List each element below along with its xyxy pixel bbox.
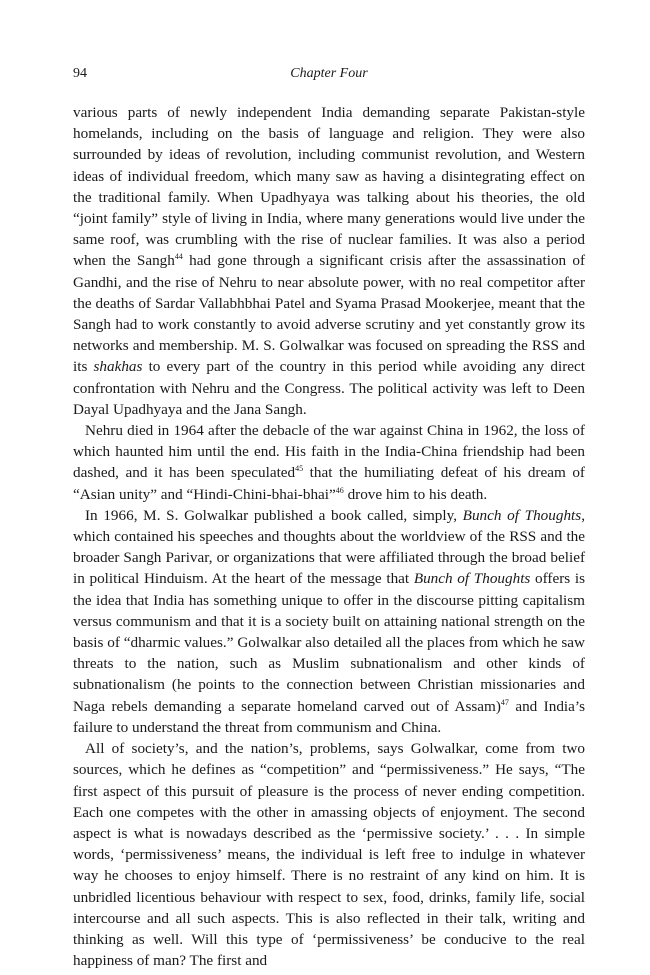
paragraph xyxy=(73,420,585,505)
text-run: and India’s failure to understand the threat from communism and China. xyxy=(73,697,585,736)
book-page xyxy=(73,66,585,971)
text-run: , which contained his speeches and thoughts about the worldview of the RSS and the broader Sangh Parivar, or organizations that were affiliated through the broad belief in political Hinduism. At the heart of the message that xyxy=(73,506,585,588)
body-text xyxy=(73,102,585,971)
footnote-ref: 45 xyxy=(295,464,304,474)
paragraph xyxy=(73,102,585,420)
text-run: had gone through a significant crisis after the assassination of Gandhi, and the rise of Nehru to near absolute power, with no real competitor after the deaths of Sardar Vallabhbhai Patel and Syama Prasad Mookerjee, meant that the Sangh had to work constantly to avoid adverse scrutiny and yet constantly grow its networks and membership. M. S. Golwalkar was focused on spreading the RSS and its xyxy=(73,252,586,376)
text-run: In 1966, M. S. Golwalkar published a book called, simply, xyxy=(85,506,463,524)
text-run: Nehru died in 1964 after the debacle of the war against China in 1962, the loss of which haunted him until the end. His faith in the India-China friendship had been dashed, and it has been speculated xyxy=(73,422,585,482)
footnote-ref: 46 xyxy=(335,485,344,495)
text-run: All of society’s, and the nation’s, problems, says Golwalkar, come from two sources, which he defines as “competition” and “permissiveness.” He says, “The first aspect of this pursuit of pleasure is the process of never ending competition. Each one competes with the other in amassing objects of enjoyment. The second aspect is what is nowadays described as the ‘permissive society.’ . . . In simple words, ‘permissiveness’ means, the individual is left free to indulge in whatever way he chooses to enjoy himself. There is no restraint of any kind on him. It is unbridled licentious behaviour with respect to sex, food, drinks, family life, social intercourse and all such aspects. This is also reflected in their talk, writing and thinking as well. Will this type of ‘permissiveness’ be conducive to the real happiness of man? The first and xyxy=(73,740,585,970)
footnote-ref: 44 xyxy=(174,252,183,262)
chapter-title: Chapter Four xyxy=(290,66,368,81)
paragraph xyxy=(73,738,585,971)
footnote-ref: 47 xyxy=(500,697,509,707)
italic-text: Bunch of Thoughts xyxy=(413,570,531,588)
italic-text: shakhas xyxy=(93,358,143,376)
text-run: offers is the idea that India has something unique to offer in the discourse pitting capitalism versus communism and that it is a society built on attaining national strength on the basis of “dharmic values.” Golwalkar also detailed all the places from which he saw threats to the nation, such as Muslim subnationalism and other kinds of subnationalism (he points to the connection between Christian missionaries and Naga rebels demanding a separate homeland carved out of Assam) xyxy=(73,570,585,715)
text-run: various parts of newly independent India demanding separate Pakistan-style homelands, including on the basis of language and religion. They were also surrounded by ideas of revolution, including communist revolution, and Western ideas of individual freedom, which many saw as having a disintegrating effect on the traditional family. When Upadhyaya was talking about his theories, the old “joint family” style of living in India, where many generations would live under the same roof, was crumbling with the rise of nuclear families. It was also a period when the Sangh xyxy=(73,104,585,270)
running-head xyxy=(73,66,585,88)
text-run: that the humiliating defeat of his dream of “Asian unity” and “Hindi-Chini-bhai-bhai” xyxy=(73,464,585,503)
text-run: drove him to his death. xyxy=(343,485,488,503)
text-run: to every part of the country in this period while avoiding any direct confrontation with Nehru and the Congress. The political activity was left to Deen Dayal Upadhyaya and the Jana Sangh. xyxy=(73,358,585,418)
page-number: 94 xyxy=(73,66,87,81)
paragraph xyxy=(73,505,585,738)
italic-text: Bunch of Thoughts xyxy=(462,506,582,524)
